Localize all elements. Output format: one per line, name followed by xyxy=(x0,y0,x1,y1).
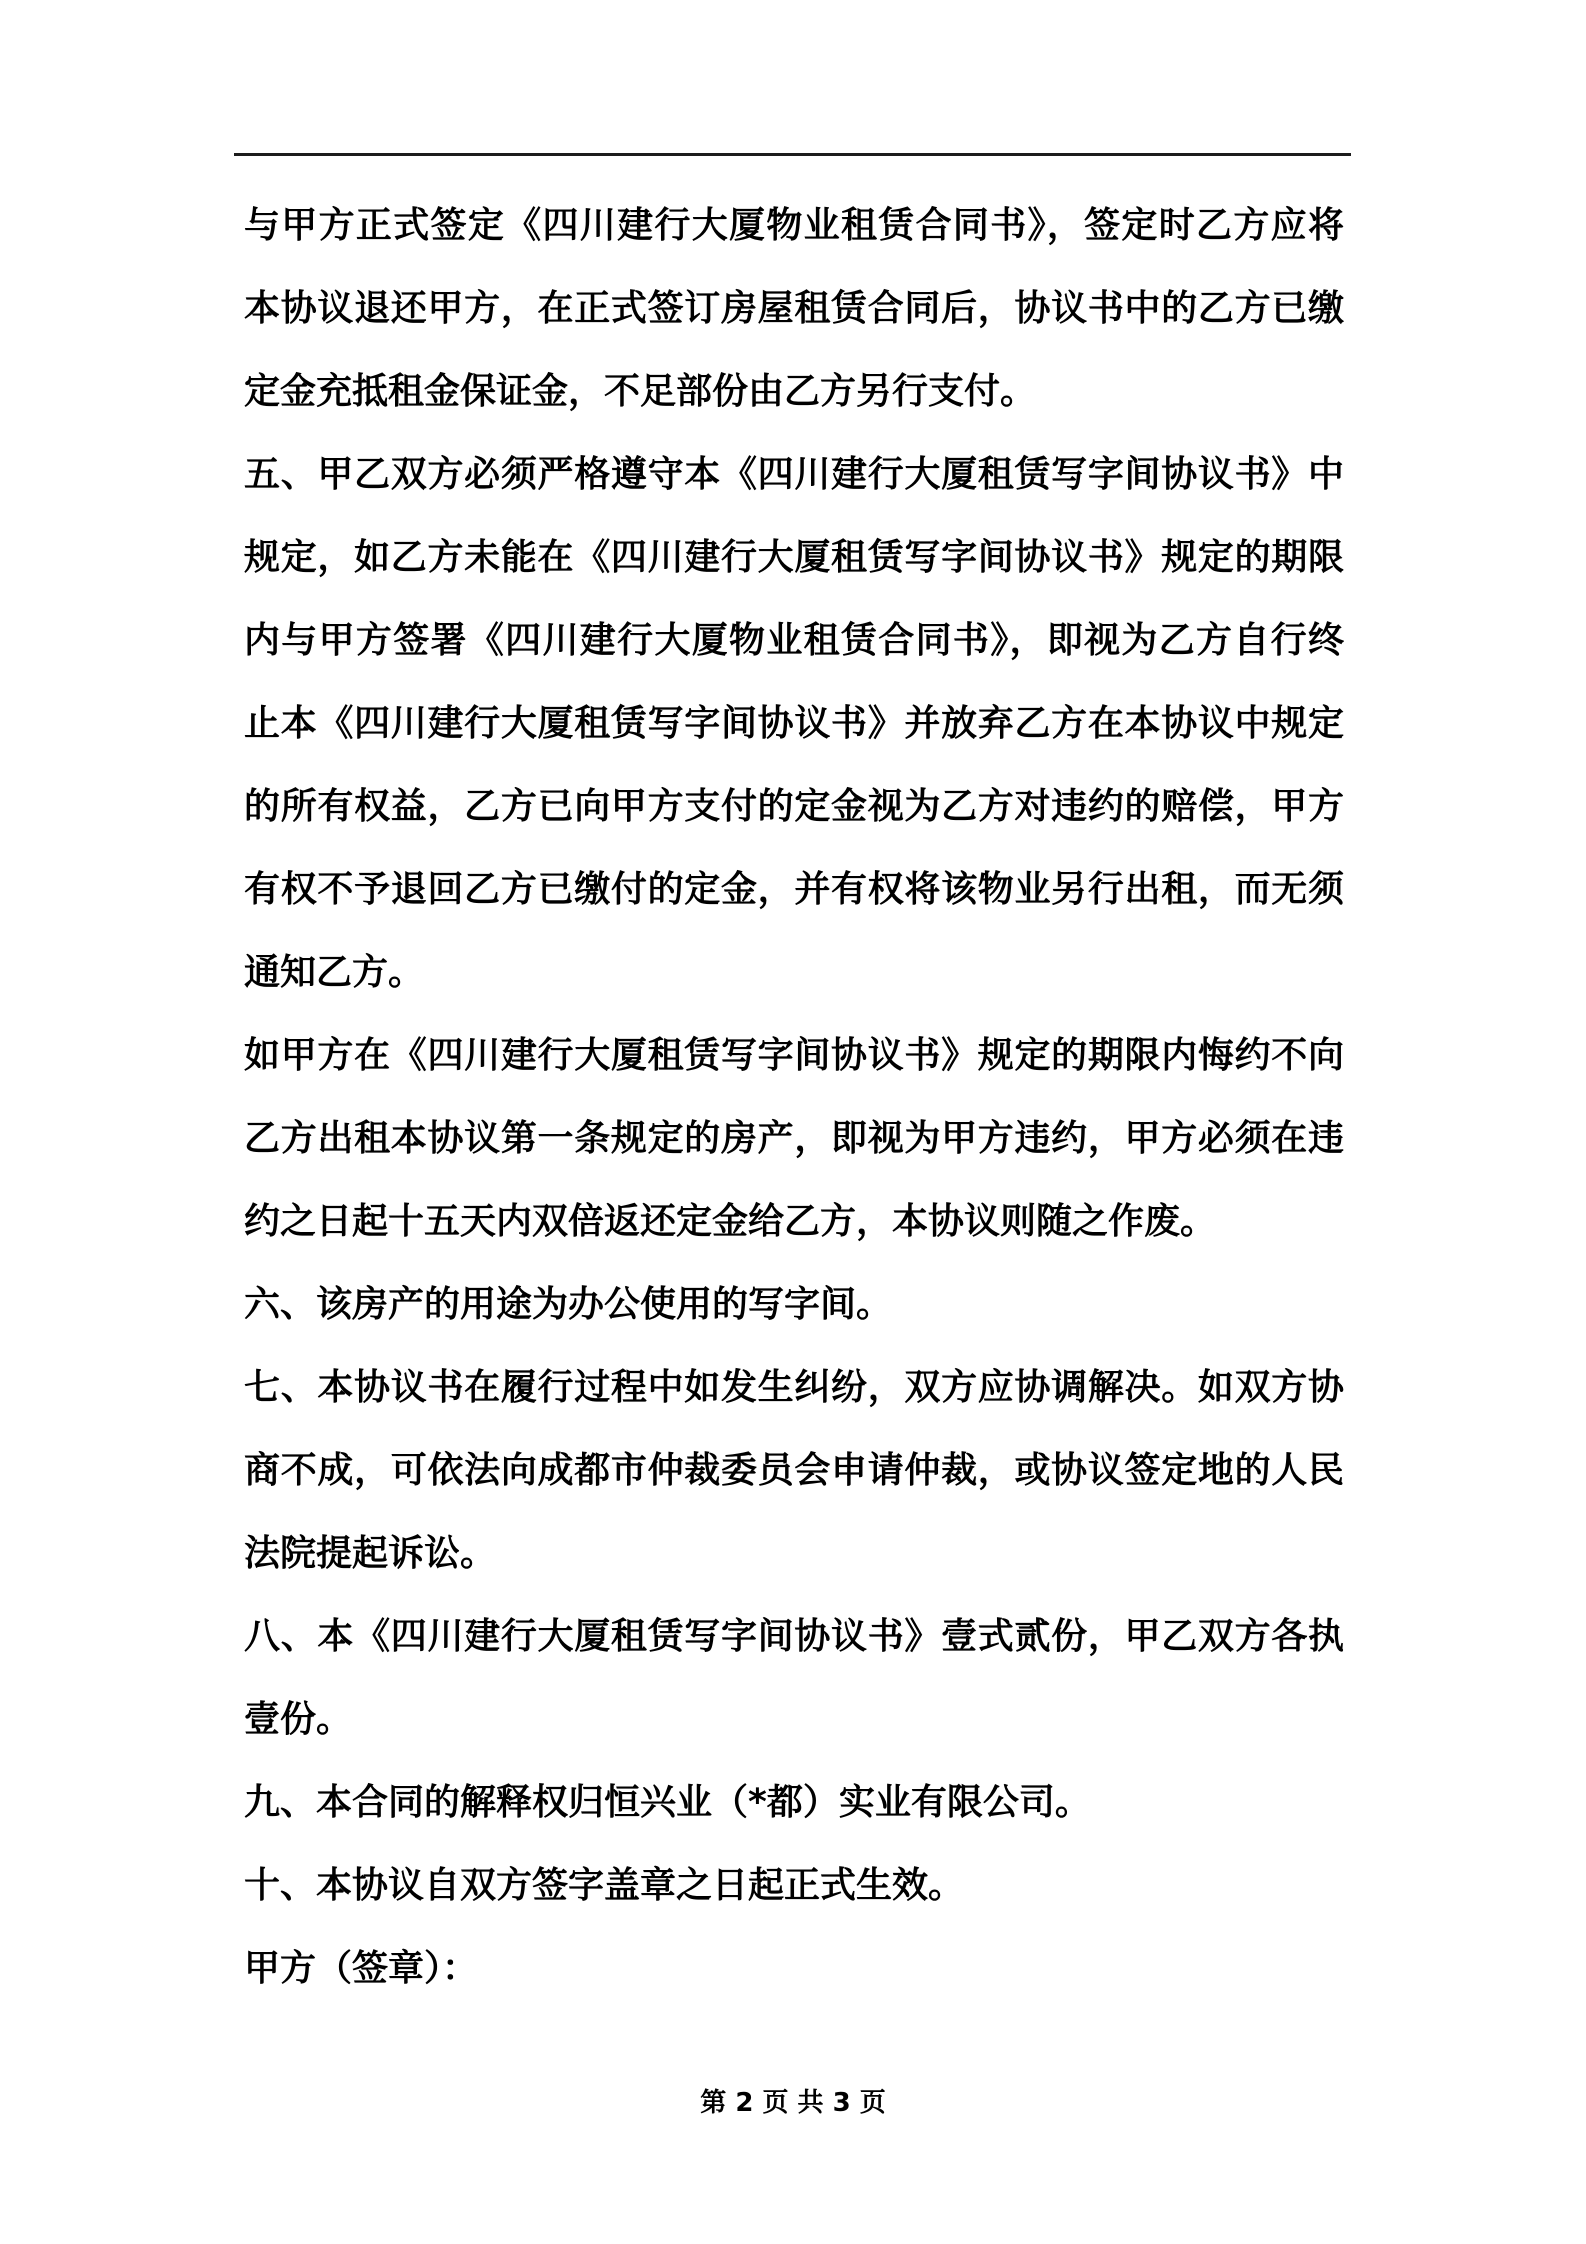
paragraph xyxy=(244,1263,1344,1346)
text-line: 九、本合同的解释权归恒兴业（*都）实业有限公司。 xyxy=(244,1782,1091,1823)
text-line: 通知乙方。 xyxy=(244,952,425,993)
text-line: 八、本《四川建行大厦租赁写字间协议书》壹式贰份，甲乙双方各执 xyxy=(244,1616,1344,1657)
header-rule xyxy=(234,153,1351,156)
page-footer xyxy=(0,2082,1586,2119)
text-line: 定金充抵租金保证金，不足部份由乙方另行支付。 xyxy=(244,371,1037,412)
paragraph xyxy=(244,1014,1344,1263)
paragraph xyxy=(244,1595,1344,1761)
paragraph xyxy=(244,184,1344,433)
page-number-label: 第 2 页 共 3 页 xyxy=(700,2088,886,2118)
text-line: 规定，如乙方未能在《四川建行大厦租赁写字间协议书》规定的期限 xyxy=(244,537,1344,578)
text-line: 商不成，可依法向成都市仲裁委员会申请仲裁，或协议签定地的人民 xyxy=(244,1450,1344,1491)
text-line: 有权不予退回乙方已缴付的定金，并有权将该物业另行出租，而无须 xyxy=(244,869,1344,910)
paragraph xyxy=(244,1844,1344,1927)
text-line: 十、本协议自双方签字盖章之日起正式生效。 xyxy=(244,1865,965,1906)
text-line: 壹份。 xyxy=(244,1699,353,1740)
text-line: 约之日起十五天内双倍返还定金给乙方，本协议则随之作废。 xyxy=(244,1201,1217,1242)
document-body xyxy=(244,184,1344,2010)
text-line: 本协议退还甲方，在正式签订房屋租赁合同后，协议书中的乙方已缴 xyxy=(244,288,1344,329)
text-line: 的所有权益，乙方已向甲方支付的定金视为乙方对违约的赔偿，甲方 xyxy=(244,786,1344,827)
text-line: 七、本协议书在履行过程中如发生纠纷，双方应协调解决。如双方协 xyxy=(244,1367,1344,1408)
text-line: 甲方（签章）： xyxy=(244,1948,479,1989)
paragraph xyxy=(244,433,1344,1014)
text-line: 内与甲方签署《四川建行大厦物业租赁合同书》，即视为乙方自行终 xyxy=(244,620,1344,661)
text-line: 如甲方在《四川建行大厦租赁写字间协议书》规定的期限内悔约不向 xyxy=(244,1035,1344,1076)
text-line: 五、甲乙双方必须严格遵守本《四川建行大厦租赁写字间协议书》中 xyxy=(244,454,1344,495)
text-line: 法院提起诉讼。 xyxy=(244,1533,497,1574)
text-line: 六、该房产的用途为办公使用的写字间。 xyxy=(244,1284,893,1325)
text-line: 止本《四川建行大厦租赁写字间协议书》并放弃乙方在本协议中规定 xyxy=(244,703,1344,744)
paragraph xyxy=(244,1346,1344,1595)
text-line: 与甲方正式签定《四川建行大厦物业租赁合同书》，签定时乙方应将 xyxy=(244,205,1344,246)
paragraph xyxy=(244,1761,1344,1844)
paragraph xyxy=(244,1927,1344,2010)
text-line: 乙方出租本协议第一条规定的房产，即视为甲方违约，甲方必须在违 xyxy=(244,1118,1344,1159)
